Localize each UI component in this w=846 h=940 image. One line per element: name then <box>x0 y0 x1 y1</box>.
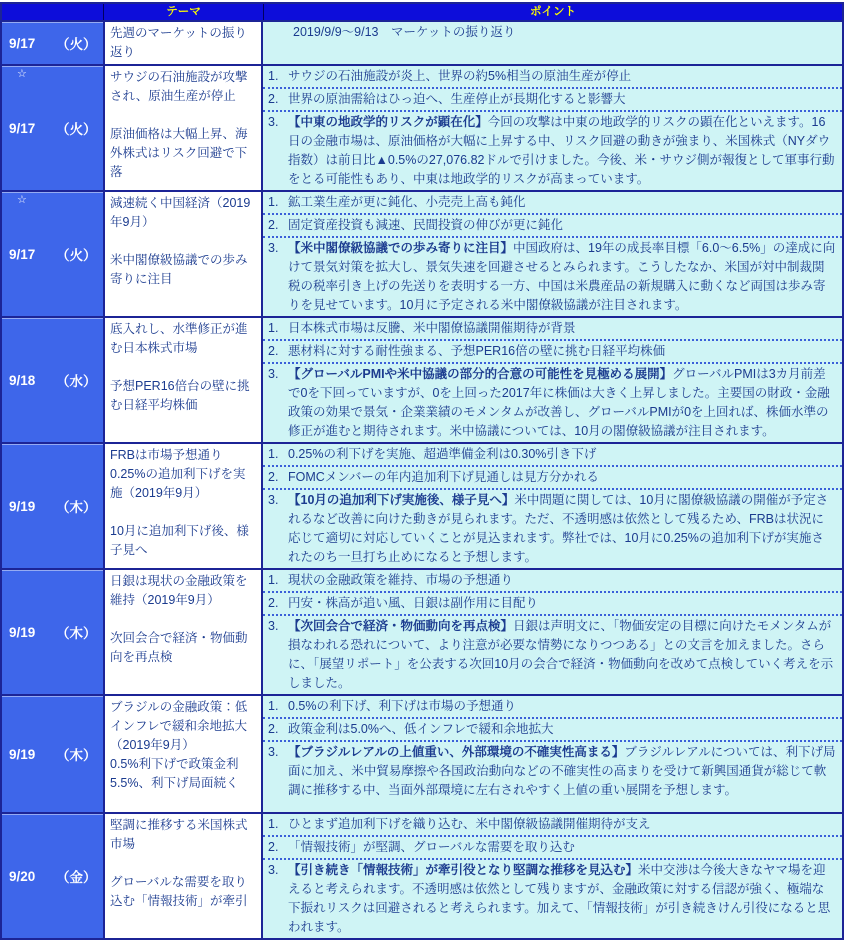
point-number: 1. <box>268 69 279 83</box>
date-label: 9/17 <box>9 246 36 262</box>
point-text: 【グローバルPMIや米中協議の部分的合意の可能性を見極める展開】グローバルPMIは3カ月前差で0を下回っていますが、0を上回った2017年に株価は大きく上昇しました。主要国の財政・金融政策の効果で景気・企業業績のモメンタムが改善し、グローバルPMIが0を上回れば、株価水準の修正が進むと期待されます。米中協議については、10月の閣僚級協議が注目されます。 <box>288 367 830 438</box>
point-number: 2. <box>268 218 279 232</box>
point-item <box>263 362 842 442</box>
table-row <box>2 20 842 64</box>
date-label: 9/19 <box>9 498 36 514</box>
theme-cell <box>103 570 263 694</box>
point-headline: 【米中閣僚級協議での歩み寄りに注目】 <box>288 241 514 255</box>
date-cell <box>2 444 103 568</box>
theme-text: FRBは市場予想通り0.25%の追加利下げを実施（2019年9月） <box>110 448 246 500</box>
header-theme-label: テーマ <box>103 4 263 20</box>
point-text: 政策金利は5.0%へ、低インフレで緩和余地拡大 <box>288 722 554 736</box>
point-number: 3. <box>268 493 279 507</box>
point-item <box>263 570 842 591</box>
point-headline: 【次回会合で経済・物価動向を再点検】 <box>288 619 514 633</box>
date-label: 9/20 <box>9 868 36 884</box>
weekday-label: （金） <box>56 870 97 885</box>
date-cell <box>2 192 103 316</box>
weekday-label: （木） <box>56 500 97 515</box>
weekday-label: （火） <box>56 37 97 52</box>
point-text: 【中東の地政学的リスクが顕在化】今回の攻撃は中東の地政学的リスクの顕在化といえます。16日の金融市場は、原油価格が大幅に上昇する中、リスク回避の動きが強まり、米国株式（NYダウ指数）は前日比▲0.5%の27,076.82ドルで引けました。今後、米・サウジ側が報復として軍事行動をとる可能性もあり、中東は地政学的リスクが高まっています。 <box>288 115 835 186</box>
point-item <box>263 465 842 488</box>
date-cell <box>2 570 103 694</box>
theme-text: 次回会合で経済・物価動向を再点検 <box>110 631 248 664</box>
point-item <box>263 66 842 87</box>
point-headline: 【中東の地政学的リスクが顕在化】 <box>288 115 488 129</box>
points-cell <box>263 318 842 442</box>
theme-text: ブラジルの金融政策：低インフレで緩和余地拡大（2019年9月） <box>110 700 248 752</box>
point-number: 1. <box>268 699 279 713</box>
point-number: 2. <box>268 596 279 610</box>
theme-text: 0.5%利下げで政策金利5.5%、利下げ局面続く <box>110 757 239 790</box>
point-number: 1. <box>268 195 279 209</box>
theme-text: 予想PER16倍台の壁に挑む日経平均株価 <box>110 379 250 412</box>
point-number: 1. <box>268 817 279 831</box>
weekday-label: （火） <box>56 122 97 137</box>
theme-cell <box>103 318 263 442</box>
theme-text: 原油価格は大幅上昇、海外株式はリスク回避で下落 <box>110 127 248 179</box>
point-number: 3. <box>268 619 279 633</box>
table-row <box>2 442 842 568</box>
point-number: 2. <box>268 470 279 484</box>
point-text: 円安・株高が追い風、日銀は副作用に目配り <box>288 596 539 610</box>
theme-text: 日銀は現状の金融政策を維持（2019年9月） <box>110 574 248 607</box>
point-item <box>263 591 842 614</box>
points-cell <box>263 814 842 938</box>
point-headline: 【グローバルPMIや米中協議の部分的合意の可能性を見極める展開】 <box>288 367 673 381</box>
point-number: 3. <box>268 745 279 759</box>
point-item <box>263 696 842 717</box>
point-number: 3. <box>268 115 279 129</box>
table-row <box>2 694 842 812</box>
point-text: 鉱工業生産が更に鈍化、小売売上高も鈍化 <box>288 195 526 209</box>
theme-text: 堅調に推移する米国株式市場 <box>110 818 248 851</box>
star-icon: ☆ <box>17 68 27 80</box>
point-item <box>263 213 842 236</box>
point-number: 3. <box>268 367 279 381</box>
date-cell <box>2 696 103 812</box>
theme-text: 10月に追加利下げ後、様子見へ <box>110 524 249 557</box>
point-text: 悪材料に対する耐性強まる、予想PER16倍の壁に挑む日経平均株価 <box>288 344 666 358</box>
table-row <box>2 190 842 316</box>
point-text: 固定資産投資も減速、民間投資の伸びが更に鈍化 <box>288 218 564 232</box>
point-text: サウジの石油施設が炎上、世界の約5%相当の原油生産が停止 <box>288 69 632 83</box>
point-text: 「情報技術」が堅調、グローバルな需要を取り込む <box>288 840 575 854</box>
theme-cell <box>103 66 263 190</box>
point-text: 【米中閣僚級協議での歩み寄りに注目】中国政府は、19年の成長率目標「6.0～6.5%」の達成に向けて景気対策を拡大し、景気失速を回避させるとみられます。こうしたなか、米国が対中制裁関税の税率引き上げの先送りを表明する一方、中国は米農産品の新規購入に動くなど両国は歩み寄りを見せています。10月に予定される米中閣僚級協議が注目されます。 <box>288 241 836 312</box>
point-text: 現状の金融政策を維持、市場の予想通り <box>288 573 514 587</box>
theme-cell <box>103 696 263 812</box>
table-header-row <box>2 4 842 20</box>
weekday-label: （木） <box>56 626 97 641</box>
point-item <box>263 110 842 190</box>
points-cell <box>263 192 842 316</box>
table-row <box>2 316 842 442</box>
point-text: 【10月の追加利下げ実施後、様子見へ】米中問題に関しては、10月に閣僚級協議の開催が予定されるなど改善に向けた動きが見られます。ただ、不透明感は依然として残るため、FRBは状況に応じて適切に対応していくことが見込まれます。弊社では、10月に0.25%の追加利下げが実施されたのち一旦打ち止めになると予想します。 <box>288 493 829 564</box>
point-text: ひとまず追加利下げを織り込む、米中閣僚級協議開催期待が支え <box>288 817 651 831</box>
point-text: 【ブラジルレアルの上値重い、外部環境の不確実性高まる】ブラジルレアルについては、利下げ局面に加え、米中貿易摩擦や各国政治動向などの不確実性の高まりを受けて新興国通貨が総じて軟調に推移する中、当面外部環境に左右されやすく上値の重い展開を予想します。 <box>288 745 836 797</box>
point-item <box>263 318 842 339</box>
theme-text: 底入れし、水準修正が進む日本株式市場 <box>110 322 248 355</box>
date-label: 9/18 <box>9 372 36 388</box>
weekday-label: （火） <box>56 248 97 263</box>
header-date-cell <box>2 4 103 20</box>
point-headline: 【引き続き「情報技術」が牽引役となり堅調な推移を見込む】 <box>288 863 639 877</box>
weekday-label: （木） <box>56 748 97 763</box>
theme-cell <box>103 444 263 568</box>
points-cell <box>263 22 842 64</box>
date-label: 9/17 <box>9 35 36 51</box>
point-text: 0.25%の利下げを実施、超過準備金利は0.30%引き下げ <box>288 447 597 461</box>
theme-cell <box>103 22 263 64</box>
star-icon: ☆ <box>17 194 27 206</box>
date-cell <box>2 814 103 938</box>
market-weekly-report-table <box>0 2 844 940</box>
table-row <box>2 64 842 190</box>
theme-text: 米中閣僚級協議での歩み寄りに注目 <box>110 253 248 286</box>
date-label: 9/19 <box>9 624 36 640</box>
point-item <box>263 488 842 568</box>
point-item <box>263 22 842 64</box>
point-item <box>263 444 842 465</box>
date-cell <box>2 22 103 64</box>
date-cell <box>2 318 103 442</box>
point-text: 【次回会合で経済・物価動向を再点検】日銀は声明文に、「物価安定の目標に向けたモメンタムが損なわれる恐れについて、より注意が必要な情勢になりつつある」との文言を加えました。さらに、「展望リポート」を公表する次回10月の会合で経済・物価動向を改めて点検していく考えを示しました。 <box>288 619 834 690</box>
date-cell <box>2 66 103 190</box>
point-number: 3. <box>268 863 279 877</box>
theme-text: サウジの石油施設が攻撃され、原油生産が停止 <box>110 70 248 103</box>
theme-cell <box>103 814 263 938</box>
point-headline: 【ブラジルレアルの上値重い、外部環境の不確実性高まる】 <box>288 745 625 759</box>
theme-text: 減速続く中国経済（2019年9月） <box>110 196 251 229</box>
theme-text: グローバルな需要を取り込む「情報技術」が牽引 <box>110 875 248 908</box>
point-number: 1. <box>268 573 279 587</box>
points-cell <box>263 444 842 568</box>
point-number: 2. <box>268 840 279 854</box>
point-text: 2019/9/9～9/13 マーケットの振り返り <box>293 25 516 39</box>
point-item <box>263 717 842 740</box>
table-row <box>2 812 842 938</box>
point-item <box>263 192 842 213</box>
theme-cell <box>103 192 263 316</box>
point-number: 2. <box>268 92 279 106</box>
point-item <box>263 814 842 835</box>
table-body <box>2 20 842 938</box>
point-item <box>263 87 842 110</box>
point-number: 2. <box>268 722 279 736</box>
point-text: 日本株式市場は反騰、米中閣僚協議開催期待が背景 <box>288 321 576 335</box>
point-headline: 【10月の追加利下げ実施後、様子見へ】 <box>288 493 515 507</box>
point-text: FOMCメンバーの年内追加利下げ見通しは見方分かれる <box>288 470 599 484</box>
point-item <box>263 614 842 694</box>
points-cell <box>263 570 842 694</box>
point-item <box>263 339 842 362</box>
table-row <box>2 568 842 694</box>
point-text: 0.5%の利下げ、利下げは市場の予想通り <box>288 699 516 713</box>
point-item <box>263 740 842 812</box>
theme-text: 先週のマーケットの振り返り <box>110 26 247 59</box>
point-text: 【引き続き「情報技術」が牽引役となり堅調な推移を見込む】米中交渉は今後大きなヤマ場を迎えると考えられます。不透明感は依然として残りますが、金融政策に対する信認が強く、極端な下振れリスクは回避されると考えられます。加えて、「情報技術」が引き続きけん引役になると思われます。 <box>288 863 831 934</box>
point-number: 3. <box>268 241 279 255</box>
point-item <box>263 858 842 938</box>
date-label: 9/17 <box>9 120 36 136</box>
point-text: 世界の原油需給はひっ迫へ、生産停止が長期化すると影響大 <box>288 92 626 106</box>
weekday-label: （水） <box>56 374 97 389</box>
point-number: 1. <box>268 321 279 335</box>
points-cell <box>263 696 842 812</box>
point-number: 2. <box>268 344 279 358</box>
points-cell <box>263 66 842 190</box>
header-points-label: ポイント <box>263 4 842 20</box>
point-number: 1. <box>268 447 279 461</box>
point-item <box>263 236 842 316</box>
point-item <box>263 835 842 858</box>
date-label: 9/19 <box>9 746 36 762</box>
